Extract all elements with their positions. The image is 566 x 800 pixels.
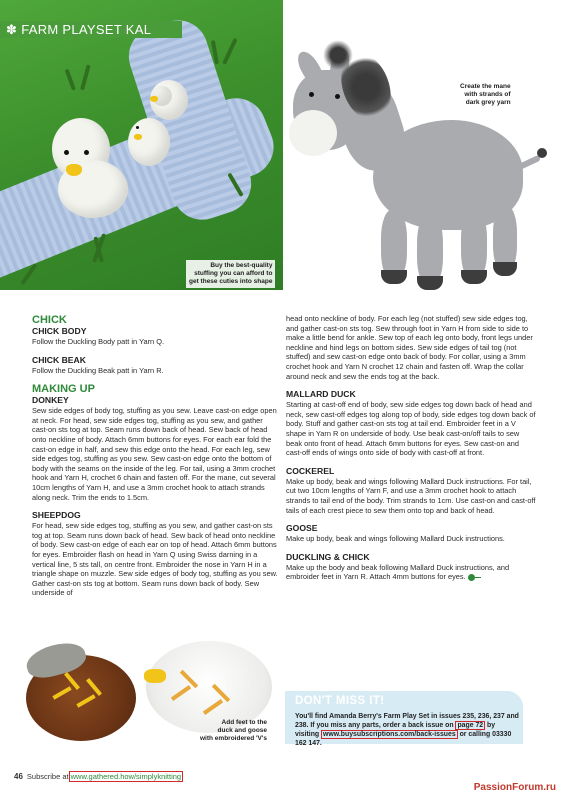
caption-line: get these cuties into shape — [189, 278, 273, 285]
heading-making-up: MAKING UP — [32, 383, 95, 396]
duckling-small-body — [128, 118, 170, 166]
heading-goose: GOOSE — [286, 523, 318, 534]
dont-miss-line1: You'll find Amanda Berry's Farm Play Set in issues 235, 236, 237 and — [295, 713, 519, 720]
text-cockerel: Make up body, beak and wings following Mallard Duck instructions. For tail, cut two 10cm lengths of Yarn F, and use a 3mm crochet hook to attach strands to tail end of the body. Trim strands to 1cm. Use cast-on and cast-off tails of each crest piece to sew them onto top and back of head. — [286, 476, 536, 515]
donkey-hoof — [461, 270, 487, 284]
text-duckling-chick — [286, 563, 536, 582]
heading-chick-beak: CHICK BEAK — [32, 354, 86, 365]
dont-miss-line2: 238. If you miss any parts, order a back issue on — [295, 722, 456, 729]
dont-miss-phone: or calling 03330 162 147. — [295, 731, 512, 747]
photo-ducklings — [0, 0, 283, 290]
donkey-muzzle — [289, 110, 337, 156]
caption-feet — [200, 719, 267, 743]
dont-miss-box — [285, 691, 523, 747]
subscribe-url-link[interactable]: www.gathered.how/simplyknitting — [70, 772, 182, 781]
duckling-small-beak — [134, 134, 142, 140]
watermark: PassionForum.ru — [473, 782, 556, 793]
duckling-small-eye — [136, 126, 139, 129]
back-issues-url-link[interactable]: www.buysubscriptions.com/back-issues — [323, 731, 456, 738]
heading-sheepdog: SHEEPDOG — [32, 510, 81, 521]
duckling-eye — [84, 150, 89, 155]
donkey-eye — [335, 94, 340, 99]
grass-tuft — [222, 38, 237, 65]
heading-chick: CHICK — [32, 314, 67, 326]
text-sheepdog: For head, sew side edges tog, stuffing as you sew, and gather cast-on sts tog at top. Seam runs down back of head. Sew back of head onto neckline of body. Sew cast-on edge of each ear on top of head. Attach 6mm buttons for eyes. Embroider flash on head in Yarn Q using Swiss darning in a vertical line, 5 sts tall, on centre front. Embroider the nose in Yarn H in a triangle shape on muzzle. Sew side edges of body tog, stuffing as you sew. Gather cast-on sts tog at bottom. Seam runs down back of body. Sew underside of — [32, 521, 278, 598]
duckling-eye — [64, 150, 69, 155]
section-banner — [0, 21, 182, 38]
text-goose: Make up body, beak and wings following Mallard Duck instructions. — [286, 534, 505, 544]
caption-line: with strands of — [464, 91, 511, 98]
back-issue-page-link[interactable]: page 72 — [457, 722, 484, 729]
duckling-beak — [66, 164, 82, 176]
heading-chick-body: CHICK BODY — [32, 326, 87, 336]
clover-icon: ✽ — [6, 21, 18, 37]
caption-line: Buy the best-quality — [210, 262, 273, 269]
caption-ducks — [186, 260, 275, 288]
right-column — [286, 314, 536, 582]
duckling-small-beak — [150, 96, 158, 102]
dont-miss-line2-end: by visiting — [295, 722, 496, 738]
heading-donkey: DONKEY — [32, 395, 69, 406]
grass-tuft — [80, 64, 91, 90]
grass-tuft — [65, 69, 76, 91]
dont-miss-body — [295, 712, 519, 748]
page-number: 46 — [14, 772, 23, 781]
text-donkey: Sew side edges of body tog, stuffing as you sew. Leave cast-on edge open at neck. For head, sew side edges tog, stuffing as you sew, and gather cast-on sts tog at top. Seam runs down back of head. Sew back of head onto neckline of body. Attach 6mm buttons for eyes. For each ear fold the cast-on edge in half, and sew this edge onto the head. For each leg, sew side edges tog, stuffing as you sew. Sew cast-on edge onto the bottom of body with the seams on the inside of the leg. For tail, using a 3mm crochet hook and Yarn H, crochet 6 chain and fasten off. For the mane, cut several 10cm lengths of Yarn H, and use a 3mm crochet hook to attach strands along neck. Trim the ends to 1.5cm. — [32, 406, 277, 502]
banner-title: FARM PLAYSET KAL — [21, 22, 152, 37]
dont-miss-title: DON'T MISS IT! — [295, 695, 385, 707]
heading-duckling-chick: DUCKLING & CHICK — [286, 551, 370, 562]
page-footer — [14, 771, 183, 782]
text-chick-body: Follow the Duckling Body patt in Yarn Q. — [32, 337, 165, 346]
end-mark-tail — [475, 577, 481, 579]
subscribe-text: Subscribe at — [26, 772, 69, 781]
caption-line: Add feet to the — [221, 719, 268, 726]
caption-donkey — [460, 83, 511, 107]
heading-mallard-duck: MALLARD DUCK — [286, 389, 356, 400]
photo-donkey — [283, 0, 566, 300]
donkey-forelock — [323, 40, 353, 70]
caption-line: with embroidered 'V's — [200, 735, 268, 742]
text-sheepdog-continued: head onto neckline of body. For each leg (not stuffed) sew side edges tog, and gather cast-on sts tog. Sew through foot in Yarn H from side to side to make a little bend for ankle. Sew top of each leg onto body, front legs under neckline and hind legs on bottom sides. Sew side edges of tail tog (not stuffed) and sew cast-on edge onto back of body. For collar, using a 3mm crochet hook and Yarn N crochet 12 chain and fasten off. Wrap the collar around neck and sew the ends tog at the back. — [286, 314, 533, 381]
goose-beak — [144, 669, 166, 683]
caption-line: stuffing you can afford to — [194, 270, 273, 277]
donkey-tail-tip — [537, 148, 547, 158]
end-mark-icon — [468, 574, 475, 581]
caption-line: duck and goose — [217, 727, 268, 734]
text-mallard-duck: Starting at cast-off end of body, sew side edges tog down back of head and neck, sew cast-off edges tog along top of body, side edges tog down back of body. Stuff and gather cast-on sts tog at tail end. Embroider feet in a V shape in Yarn R on underside of body. Use beak cast-on/off tails to sew beak onto front of head. Attach 6mm buttons for eyes. Sew cast-on and cast-off ends of wings onto side of body with cast-off at front. — [286, 400, 536, 458]
donkey-hoof — [381, 270, 407, 284]
text-duckling-chick-body: Make up the body and beak following Mallard Duck instructions, and embroider feet in Yarn R. Attach 4mm buttons for eyes. — [286, 562, 510, 582]
text-chick-beak: Follow the Duckling Beak patt in Yarn R. — [32, 365, 164, 375]
donkey-eye — [309, 92, 314, 97]
donkey-hoof — [417, 276, 443, 290]
donkey-hoof — [493, 262, 517, 276]
left-column — [32, 314, 278, 598]
caption-line: Create the mane — [460, 83, 511, 90]
heading-cockerel: COCKEREL — [286, 465, 335, 476]
caption-line: dark grey yarn — [465, 99, 511, 106]
